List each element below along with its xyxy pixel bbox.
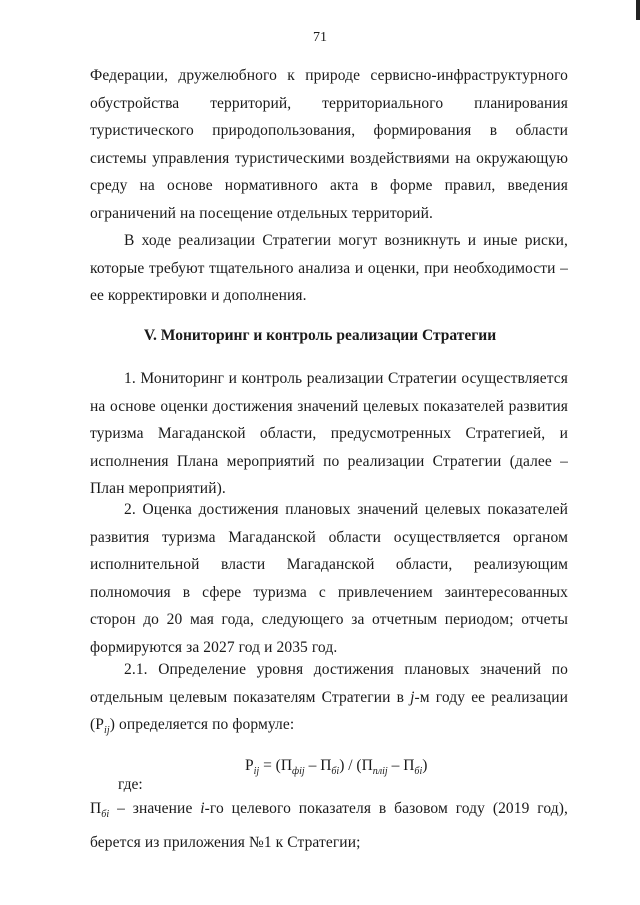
scan-edge-mark <box>636 0 640 20</box>
item-2-1-p: Р <box>95 716 104 733</box>
formula-minus-1: – П <box>304 757 332 774</box>
item-2-1-paragraph <box>90 656 568 745</box>
definition-text-after: -го целевого показателя в базовом году (2019 год), берется из приложения №1 к Стратегии; <box>90 800 569 851</box>
definition-symbol-sub: бi <box>101 809 110 821</box>
definition-paragraph <box>90 795 568 856</box>
item-1-paragraph: 1. Мониторинг и контроль реализации Стратегии осуществляется на основе оценки достижения значений целевых показателей развития туризма Магаданской области, предусмотренных Стратегией, и исполнения Плана мероприятий по реализации Стратегии (далее – План мероприятий). <box>90 370 568 497</box>
formula-a-sub: фij <box>292 766 305 778</box>
formula-d-sub: бi <box>414 766 423 778</box>
item-2-1-text-end: ) определяется по формуле: <box>109 716 295 733</box>
formula-c-sub: плij <box>372 766 388 778</box>
risks-text-block <box>90 227 568 310</box>
page-number: 71 <box>313 30 327 45</box>
definition-symbol: П <box>90 800 102 817</box>
section-heading: V. Мониторинг и контроль реализации Стратегии <box>143 327 497 344</box>
item-2-1-j: j <box>410 688 415 706</box>
item-1-block <box>90 365 568 503</box>
formula-lhs-sub: ij <box>253 766 260 778</box>
item-2-1-text-before: 2.1. Определение уровня достижения плановых значений по отдельным целевым показателям Стратегии в <box>90 661 568 706</box>
formula-minus-2: – П <box>387 757 415 774</box>
item-2-paragraph: 2. Оценка достижения плановых значений целевых показателей развития туризма Магаданской области осуществляется органом исполнительной власти Магаданской области, реализующим полномочия в сфере туризма с привлечением заинтересованных сторон до 20 мая года, следующего за отчетным периодом; отчеты формируются за 2027 год и 2035 год. <box>90 501 568 656</box>
formula-lhs: Р <box>245 757 254 774</box>
formula-eq: = (П <box>259 757 293 774</box>
where-label: где: <box>118 776 143 793</box>
risks-paragraph: В ходе реализации Стратегии могут возникнуть и иные риски, которые требуют тщательного анализа и оценки, при необходимости – ее корректировки и дополнения. <box>90 232 568 304</box>
definition-i: i <box>200 800 205 817</box>
item-2-block <box>90 496 568 661</box>
formula-mid: ) / (П <box>339 757 373 774</box>
definition-text-before: – значение <box>109 800 201 817</box>
formula <box>245 757 427 777</box>
item-2-1-block <box>90 656 568 745</box>
formula-end: ) <box>422 757 428 774</box>
intro-paragraph: Федерации, дружелюбного к природе сервисно-инфраструктурного обустройства территорий, территориального планирования туристического природопользования, формирования в области системы управления туристическими воздействиями на окружающую среду на основе нормативного акта в форме правил, введения ограничений на посещение отдельных территорий. <box>90 67 568 222</box>
intro-text-block <box>90 62 568 227</box>
item-2-1-p-sub: ij <box>104 725 110 737</box>
definition-block <box>90 795 568 856</box>
formula-b-sub: бi <box>331 766 340 778</box>
item-2-1-text-after: -м году ее реализации ( <box>90 688 569 733</box>
